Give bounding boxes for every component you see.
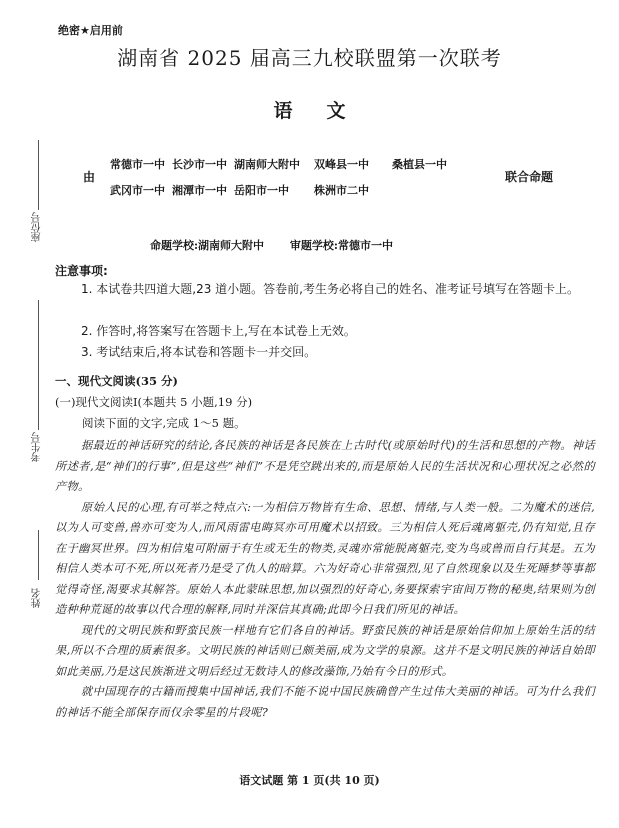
- school-item: 湘潭市一中: [172, 184, 227, 197]
- reading-instruction: 阅读下面的文字,完成 1～5 题。: [82, 416, 246, 430]
- section-heading: 一、现代文阅读(35 分): [55, 374, 178, 388]
- school-item: 武冈市一中: [110, 184, 165, 197]
- margin-line: [38, 300, 39, 430]
- notice-item: 2. 作答时,将答案写在答题卡上,写在本试卷上无效。: [81, 324, 356, 338]
- seat-label: 座位号: [32, 212, 43, 242]
- page-footer: 语文试题 第 1 页(共 10 页): [239, 774, 380, 787]
- margin-line: [38, 530, 39, 580]
- passage-paragraph: 就中国现存的古籍而搜集中国神话,我们不能不说中国民族确曾产生过伟大美丽的神话。可为什么我们的神话不能全部保存而仅余零星的片段呢?: [55, 685, 595, 719]
- proposing-school: 命题学校:湖南师大附中: [150, 239, 265, 252]
- passage-paragraph: 原始人民的心理,有可举之特点六:一为相信万物皆有生命、思想、情绪,与人类一般。二为魔术的迷信,以为人可变兽,兽亦可变为人,而风雨雷电晦冥亦可用魔术以招致。三为相信人死后魂离躯壳,仍有知觉,且存在于幽冥世界。四为相信鬼可附丽于有生或无生的物类,灵魂亦常能脱离躯壳,变为鸟或兽而自行其是。五为相信人类本可不死,所以死者乃是受了仇人的暗算。六为好奇心非常强烈,见了自然现象以及生死睡梦等事都觉得奇怪,渴要求其解答。原始人本此蒙昧思想,加以强烈的好奇心,务要探索宇宙间万物的秘奥,结果则为创造种种荒诞的故事以代合理的解释,同时并深信其真确;此即今日我们所见的神话。: [55, 500, 595, 616]
- proposers-line: [150, 237, 415, 253]
- exam-number-label: 考生号: [32, 432, 43, 462]
- secret-label: 绝密★启用前: [58, 24, 123, 37]
- margin-line: [38, 140, 39, 210]
- notice-item: 3. 考试结束后,将本试卷和答题卡一并交回。: [81, 345, 317, 359]
- schools-suffix: 联合命题: [505, 170, 554, 184]
- review-school: 审题学校:常德市一中: [289, 239, 393, 252]
- schools-prefix: 由: [83, 170, 96, 184]
- notice-item: 1. 本试卷共四道大题,23 道小题。答卷前,考生务必将自己的姓名、准考证号填写在答题卡上。: [81, 282, 579, 296]
- school-item: 桑植县一中: [392, 158, 447, 171]
- subsection-heading: (一)现代文阅读Ⅰ(本题共 5 小题,19 分): [55, 395, 253, 409]
- passage-paragraph: 据最近的神话研究的结论,各民族的神话是各民族在上古时代(或原始时代)的生活和思想的产物。神话所述者,是“神们的行事”,但是这些“神们”不是凭空跳出来的,而是原始人民的生活状况和心理状况之必然的产物。: [55, 439, 595, 493]
- exam-title: 湖南省 2025 届高三九校联盟第一次联考: [117, 46, 502, 70]
- passage: [55, 436, 595, 723]
- school-item: 湖南师大附中: [234, 158, 300, 171]
- passage-paragraph: 现代的文明民族和野蛮民族一样地有它们各自的神话。野蛮民族的神话是原始信仰加上原始生活的结果,所以不合理的质素很多。文明民族的神话则已颇美丽,成为文学的泉源。这并不是文明民族的神话自始即如此美丽,乃是这民族渐进文明后经过无数诗人的修改藻饰,乃始有今日的形式。: [55, 623, 595, 678]
- name-label: 姓名: [32, 588, 43, 608]
- school-item: 双峰县一中: [314, 158, 369, 171]
- school-item: 长沙市一中: [172, 158, 227, 171]
- school-item: 岳阳市一中: [234, 184, 289, 197]
- school-item: 株洲市二中: [314, 184, 369, 197]
- school-list: [110, 156, 500, 198]
- school-item: 常德市一中: [110, 158, 165, 171]
- notice-heading: 注意事项:: [55, 264, 108, 278]
- subject-title: 语文: [273, 100, 380, 122]
